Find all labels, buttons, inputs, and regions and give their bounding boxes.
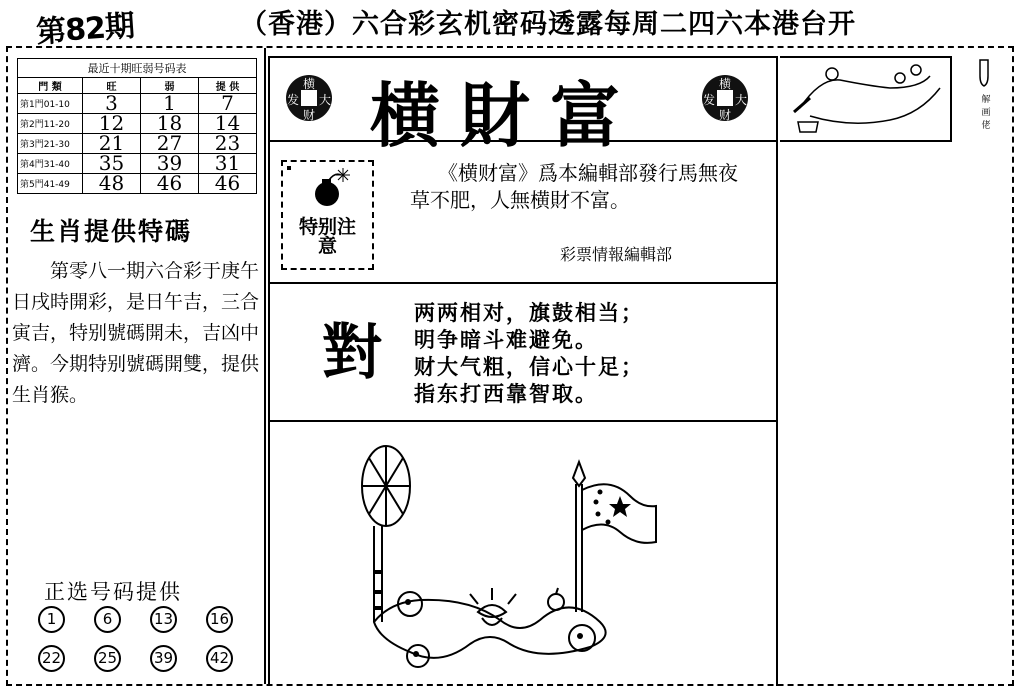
hot-value: 21 [83,134,141,154]
puzzle-label: 解画佬 [981,95,991,131]
coin-icon [702,75,748,121]
poem-line: 明争暗斗难避免。 [414,328,598,352]
row-label: 第2門11-20 [18,114,83,134]
bomb-icon [283,162,372,218]
number-ball: 1 [38,606,65,633]
track-path [800,76,930,108]
number-ball: 6 [94,606,121,633]
pick-value: 14 [199,114,257,134]
pick-value: 23 [199,134,257,154]
zodiac-text: 第零八一期六合彩于庚午日戌時開彩，是日午吉，三合寅吉，特别號碼開未，吉凶中濟。今期特别號碼開雙，提供生肖猴。 [12,260,260,406]
intro-paragraph: 《横财富》爲本編輯部發行馬無夜草不肥，人無横財不富。 [410,161,738,212]
coin-char-top: 横 [303,77,316,91]
coin-char-top: 横 [719,77,732,91]
attention-label: 特别注意 [298,216,356,257]
editor-signature: 彩票情報編輯部 [560,245,673,264]
table-title: 最近十期旺弱号码表 [17,58,257,77]
brand-title: 横財富 [370,74,640,157]
apple-icon [548,594,564,610]
illustration [270,422,776,686]
coin-char-left: 发 [287,93,300,107]
cold-value: 39 [141,154,199,174]
coin-icon [286,75,332,121]
hot-value: 35 [83,154,141,174]
coin-char-bottom: 财 [303,108,316,122]
issue-number: 第82期 [35,8,136,51]
col-header-hot: 旺 [83,78,141,94]
col-header-cold: 弱 [141,78,199,94]
row-label: 第4門31-40 [18,154,83,174]
cold-value: 1 [141,94,199,114]
col-header-category: 門 類 [18,78,83,94]
flag-star [609,496,631,517]
poem-line: 财大气粗，信心十足； [414,355,644,379]
number-ball: 42 [206,645,233,672]
hot-value: 12 [83,114,141,134]
pointing-hand-icon [974,58,996,90]
coin-char-right: 大 [319,93,332,107]
cold-value: 46 [141,174,199,194]
coin-char-left: 发 [703,93,716,107]
pick-value: 46 [199,174,257,194]
cold-value: 18 [141,114,199,134]
flag-icon [582,484,656,543]
number-ball: 22 [38,645,65,672]
number-ball: 39 [150,645,177,672]
page-headline: （香港）六合彩玄机密码透露每周二四六本港台开 [240,9,856,40]
row-label: 第1門01-10 [18,94,83,114]
intro-text [410,160,755,214]
illustration-box [268,422,778,686]
row-label: 第3門21-30 [18,134,83,154]
puzzle-picture-box [780,56,952,142]
number-ball: 16 [206,606,233,633]
hot-cold-table [17,58,257,194]
poem [414,300,644,408]
coin-char-right: 大 [735,93,748,107]
zodiac-body [12,256,262,411]
zodiac-title: 生肖提供特碼 [30,217,193,246]
cold-value: 27 [141,134,199,154]
row-label: 第5門41-49 [18,174,83,194]
poem-line: 两两相对，旗鼓相当； [414,301,644,325]
table-row [18,174,257,194]
pick-value: 7 [199,94,257,114]
pick-value: 31 [199,154,257,174]
number-ball: 13 [150,606,177,633]
hot-value: 3 [83,94,141,114]
picks-title: 正选号码提供 [44,580,182,604]
poem-key-char: 對 [322,318,382,388]
poem-line: 指东打西靠智取。 [414,382,598,406]
col-header-pick: 提 供 [199,78,257,94]
puzzle-drawing [780,58,950,142]
hot-value: 48 [83,174,141,194]
coin-char-bottom: 财 [719,108,732,122]
number-ball: 25 [94,645,121,672]
